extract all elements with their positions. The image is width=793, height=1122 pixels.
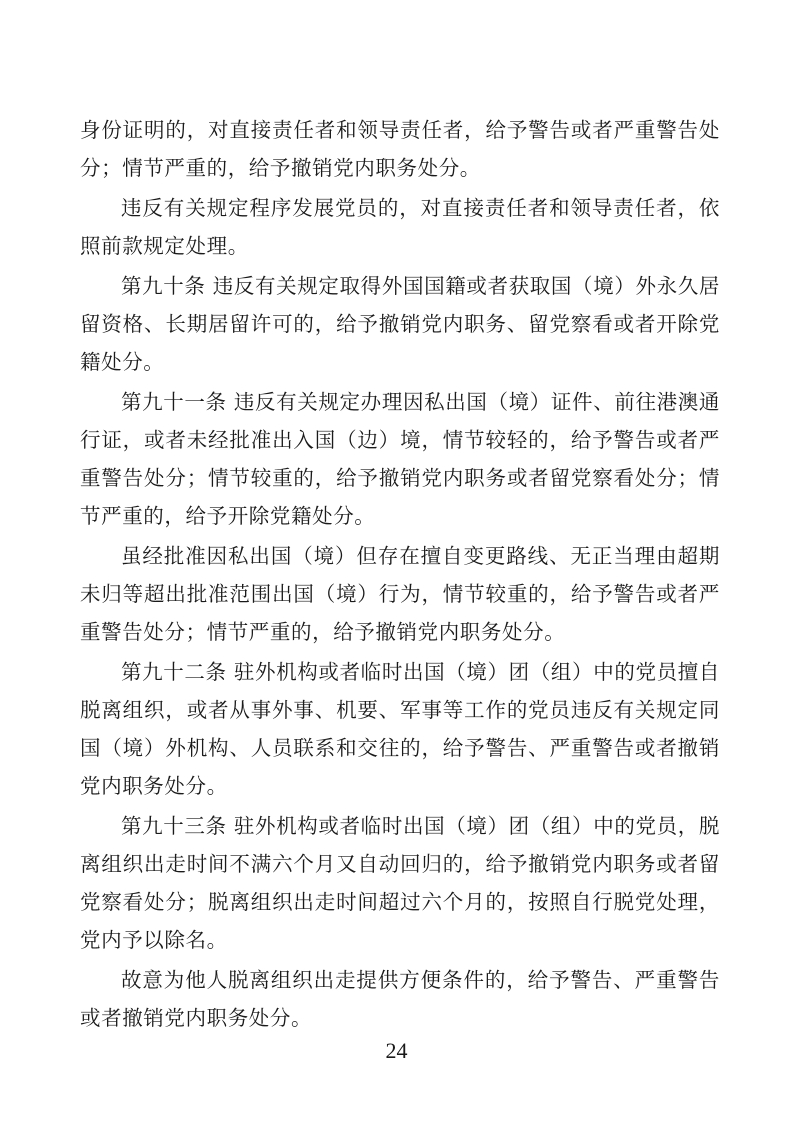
article-90-paragraph: 第九十条 违反有关规定取得外国国籍或者获取国（境）外永久居留资格、长期居留许可的，给予撤销党内职务、留党察看或者开除党籍处分。	[80, 274, 720, 374]
paragraph: 故意为他人脱离组织出走提供方便条件的，给予警告、严重警告或者撤销党内职务处分。	[80, 968, 720, 1030]
paragraph: 虽经批准因私出国（境）但存在擅自变更路线、无正当理由超期未归等超出批准范围出国（境）行为，情节较重的，给予警告或者严重警告处分；情节严重的，给予撤销党内职务处分。	[80, 544, 720, 644]
paragraph: 身份证明的，对直接责任者和领导责任者，给予警告或者严重警告处分；情节严重的，给予撤销党内职务处分。	[80, 118, 720, 180]
paragraph: 违反有关规定程序发展党员的，对直接责任者和领导责任者，依照前款规定处理。	[80, 196, 720, 258]
article-92-paragraph: 第九十二条 驻外机构或者临时出国（境）团（组）中的党员擅自脱离组织，或者从事外事、机要、军事等工作的党员违反有关规定同国（境）外机构、人员联系和交往的，给予警告、严重警告或者撤销党内职务处分。	[80, 660, 720, 798]
document-body	[80, 111, 720, 1039]
article-93-paragraph: 第九十三条 驻外机构或者临时出国（境）团（组）中的党员，脱离组织出走时间不满六个月又自动回归的，给予撤销党内职务或者留党察看处分；脱离组织出走时间超过六个月的，按照自行脱党处理，党内予以除名。	[80, 814, 720, 952]
article-91-paragraph: 第九十一条 违反有关规定办理因私出国（境）证件、前往港澳通行证，或者未经批准出入国（边）境，情节较轻的，给予警告或者严重警告处分；情节较重的，给予撤销党内职务或者留党察看处分；情节严重的，给予开除党籍处分。	[80, 390, 720, 528]
page-number: 24	[385, 1038, 408, 1063]
